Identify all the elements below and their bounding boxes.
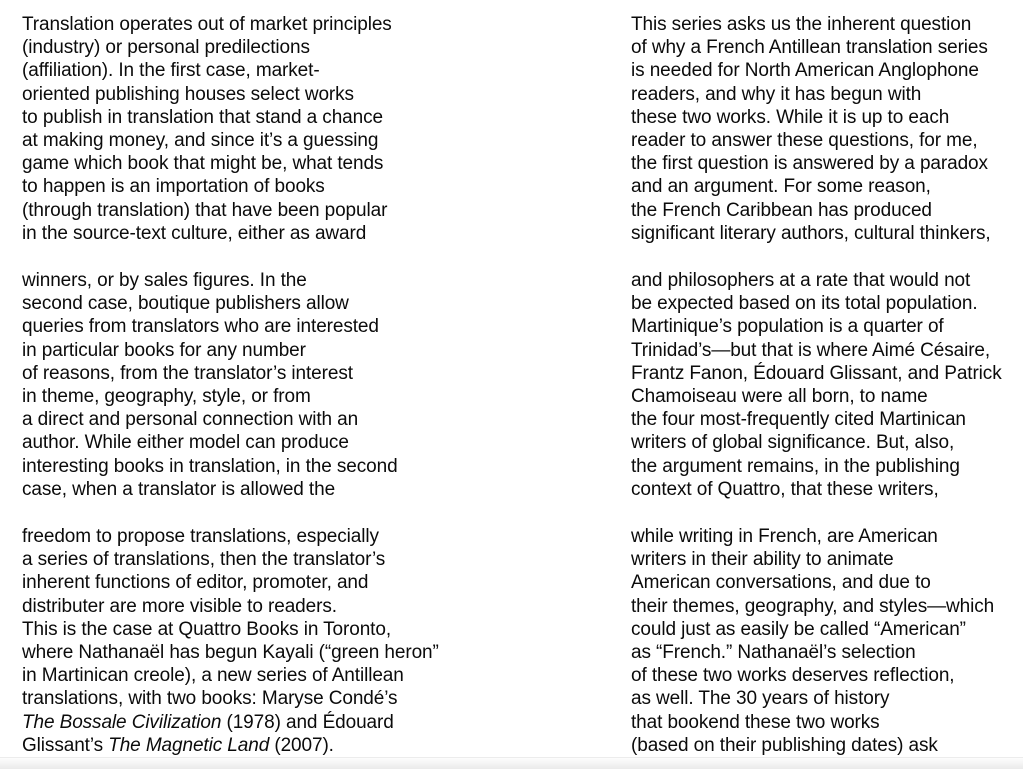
paragraph [22, 13, 502, 245]
text-line: in the source-text culture, either as award [22, 222, 367, 244]
text-line: the argument remains, in the publishing [631, 455, 960, 477]
text-line: The Bossale Civilization (1978) and Édouard [22, 711, 394, 733]
text-line: author. While either model can produce [22, 432, 349, 454]
text-line: in Martinican creole), a new series of Antillean [22, 665, 404, 687]
text-line: context of Quattro, that these writers, [631, 478, 939, 500]
text-line: a direct and personal connection with an [22, 409, 359, 431]
book-title: The Bossale Civilization [22, 711, 222, 733]
text-line: in particular books for any number [22, 339, 306, 361]
text-line: the French Caribbean has produced [631, 199, 932, 221]
page-bottom-edge [0, 757, 1023, 769]
text-line: be expected based on its total population. [631, 293, 978, 315]
text-line: of reasons, from the translator’s interest [22, 362, 353, 384]
text-line: second case, boutique publishers allow [22, 293, 349, 315]
text-line: Translation operates out of market principles [22, 14, 392, 35]
text-line: reader to answer these questions, for me, [631, 130, 978, 152]
text-line: writers in their ability to animate [631, 549, 894, 571]
text-line: readers, and why it has begun with [631, 83, 922, 105]
book-title: The Magnetic Land [108, 734, 270, 756]
paragraph [22, 269, 502, 501]
text-line: (through translation) that have been popular [22, 199, 388, 221]
text-line: winners, or by sales figures. In the [22, 270, 307, 292]
text-line: Trinidad’s—but that is where Aimé Césaire, [631, 339, 991, 361]
paragraph [631, 525, 1023, 757]
text-line: and philosophers at a rate that would not [631, 270, 971, 292]
text-line: inherent functions of editor, promoter, and [22, 572, 369, 594]
text-line: could just as easily be called “American” [631, 618, 966, 640]
text-line: Chamoiseau were all born, to name [631, 386, 928, 408]
text-line: as well. The 30 years of history [631, 688, 890, 710]
text-line: as “French.” Nathanaël’s selection [631, 642, 916, 664]
text-line: interesting books in translation, in the second [22, 455, 398, 477]
text-line: to happen is an importation of books [22, 176, 325, 198]
text-line: freedom to propose translations, especially [22, 526, 379, 548]
paragraph [631, 269, 1023, 501]
text-line: American conversations, and due to [631, 572, 931, 594]
text-line: in theme, geography, style, or from [22, 386, 311, 408]
text-line: translations, with two books: Maryse Condé’s [22, 688, 398, 710]
text-line: case, when a translator is allowed the [22, 478, 336, 500]
text-column-right [631, 13, 1023, 757]
text-line: is needed for North American Anglophone [631, 60, 979, 82]
text-line: the first question is answered by a paradox [631, 153, 988, 175]
text-line: (affiliation). In the first case, market- [22, 60, 320, 82]
text-line: Martinique’s population is a quarter of [631, 316, 944, 338]
text-line: This series asks us the inherent question [631, 14, 972, 35]
text-line: Glissant’s The Magnetic Land (2007). [22, 734, 334, 756]
text-line: game which book that might be, what tends [22, 153, 384, 175]
text-line: where Nathanaël has begun Kayali (“green heron” [22, 642, 439, 664]
text-line: This is the case at Quattro Books in Toronto, [22, 618, 392, 640]
text-line: a series of translations, then the translator’s [22, 549, 386, 571]
text-line: significant literary authors, cultural thinkers, [631, 222, 991, 244]
text-line: oriented publishing houses select works [22, 83, 354, 105]
text-line: (industry) or personal predilections [22, 37, 310, 59]
text-line: Frantz Fanon, Édouard Glissant, and Patrick [631, 362, 1002, 384]
text-line: at making money, and since it’s a guessing [22, 130, 379, 152]
text-line: their themes, geography, and styles—which [631, 595, 995, 617]
text-line: queries from translators who are interested [22, 316, 379, 338]
paragraph [631, 13, 1023, 245]
text-line: that bookend these two works [631, 711, 880, 733]
text-line: of these two works deserves reflection, [631, 665, 955, 687]
text-line: (based on their publishing dates) ask [631, 734, 938, 756]
text-line: these two works. While it is up to each [631, 106, 950, 128]
text-line: and an argument. For some reason, [631, 176, 931, 198]
text-line: the four most-frequently cited Martinican [631, 409, 966, 431]
text-line: distributer are more visible to readers. [22, 595, 337, 617]
text-column-left [22, 13, 502, 757]
text-line: writers of global significance. But, also, [631, 432, 955, 454]
text-line: to publish in translation that stand a chance [22, 106, 383, 128]
text-line: while writing in French, are American [631, 526, 938, 548]
text-line: of why a French Antillean translation series [631, 37, 988, 59]
paragraph [22, 525, 502, 757]
